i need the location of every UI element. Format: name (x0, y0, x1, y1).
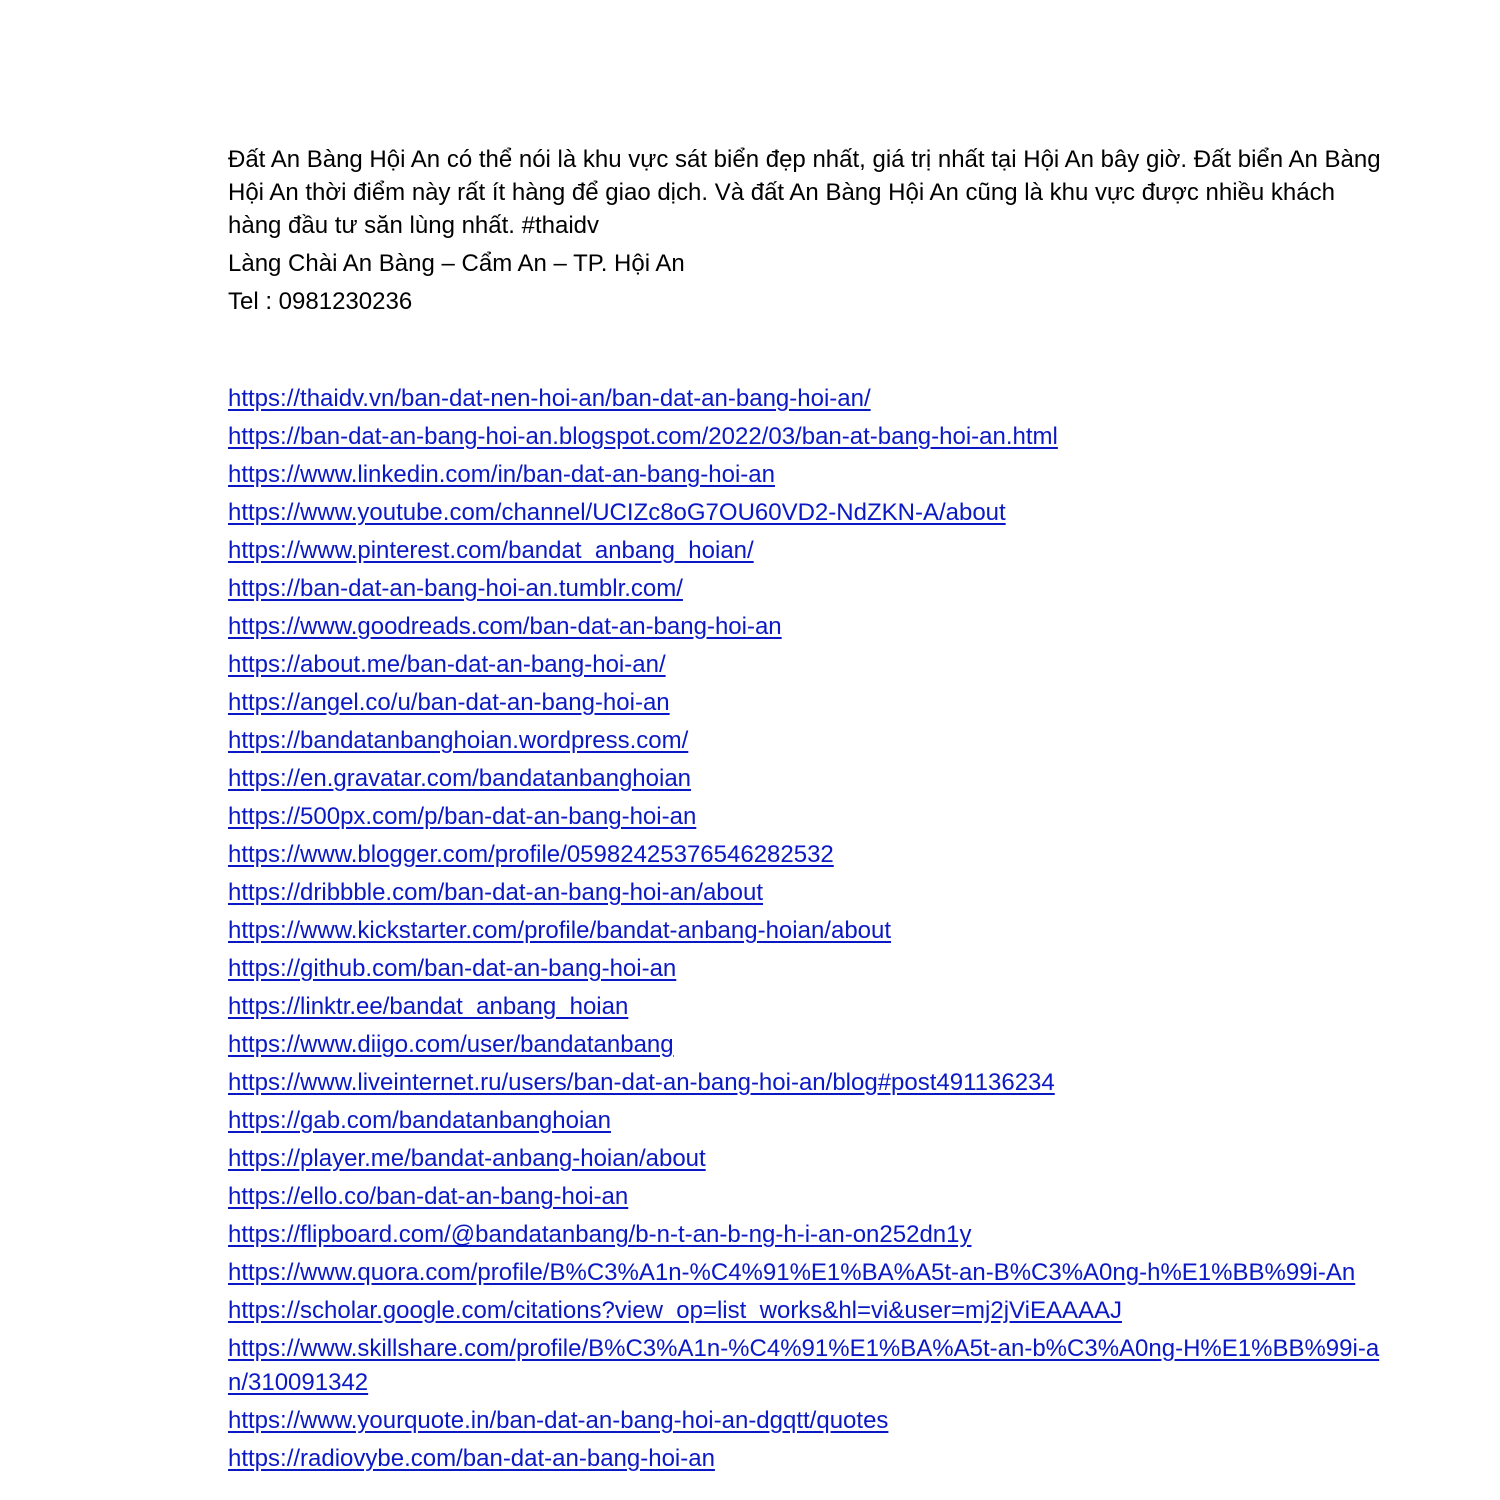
link-goodreads[interactable]: https://www.goodreads.com/ban-dat-an-bang-hoi-an (228, 613, 782, 640)
link-youtube[interactable]: https://www.youtube.com/channel/UCIZc8oG7OU60VD2-NdZKN-A/about (228, 499, 1006, 526)
link-google-scholar[interactable]: https://scholar.google.com/citations?view_op=list_works&hl=vi&user=mj2jViEAAAAJ (228, 1297, 1122, 1324)
link-thaidv[interactable]: https://thaidv.vn/ban-dat-nen-hoi-an/ban-dat-an-bang-hoi-an/ (228, 385, 871, 412)
link-linktree[interactable]: https://linktr.ee/bandat_anbang_hoian (228, 993, 629, 1020)
document-header-block (228, 143, 1388, 323)
link-liveinternet[interactable]: https://www.liveinternet.ru/users/ban-dat-an-bang-hoi-an/blog#post491136234 (228, 1069, 1055, 1096)
link-playerme[interactable]: https://player.me/bandat-anbang-hoian/about (228, 1145, 706, 1172)
link-blogspot[interactable]: https://ban-dat-an-bang-hoi-an.blogspot.com/2022/03/ban-at-bang-hoi-an.html (228, 423, 1058, 450)
link-dribbble[interactable]: https://dribbble.com/ban-dat-an-bang-hoi-an/about (228, 879, 764, 906)
link-linkedin[interactable]: https://www.linkedin.com/in/ban-dat-an-bang-hoi-an (228, 461, 775, 488)
tel-line: Tel : 0981230236 (228, 288, 413, 315)
link-flipboard[interactable]: https://flipboard.com/@bandatanbang/b-n-t-an-b-ng-h-i-an-on252dn1y (228, 1221, 972, 1248)
link-angel[interactable]: https://angel.co/u/ban-dat-an-bang-hoi-an (228, 689, 670, 716)
link-list (228, 382, 1388, 1480)
link-wordpress[interactable]: https://bandatanbanghoian.wordpress.com/ (228, 727, 689, 754)
link-quora[interactable]: https://www.quora.com/profile/B%C3%A1n-%C4%91%E1%BA%A5t-an-B%C3%A0ng-h%E1%BB%99i-An (228, 1259, 1356, 1286)
link-gab[interactable]: https://gab.com/bandatanbanghoian (228, 1107, 611, 1134)
link-gravatar[interactable]: https://en.gravatar.com/bandatanbanghoian (228, 765, 692, 792)
link-blogger[interactable]: https://www.blogger.com/profile/05982425376546282532 (228, 841, 834, 868)
link-skillshare[interactable]: https://www.skillshare.com/profile/B%C3%A1n-%C4%91%E1%BA%A5t-an-b%C3%A0ng-H%E1%BB%99i-an/310091342 (228, 1335, 1380, 1396)
link-diigo[interactable]: https://www.diigo.com/user/bandatanbang (228, 1031, 674, 1058)
link-github[interactable]: https://github.com/ban-dat-an-bang-hoi-an (228, 955, 677, 982)
address-line: Làng Chài An Bàng – Cẩm An – TP. Hội An (228, 250, 685, 277)
link-radiovybe[interactable]: https://radiovybe.com/ban-dat-an-bang-hoi-an (228, 1445, 715, 1472)
link-aboutme[interactable]: https://about.me/ban-dat-an-bang-hoi-an/ (228, 651, 666, 678)
link-ello[interactable]: https://ello.co/ban-dat-an-bang-hoi-an (228, 1183, 629, 1210)
link-tumblr[interactable]: https://ban-dat-an-bang-hoi-an.tumblr.com/ (228, 575, 683, 602)
link-kickstarter[interactable]: https://www.kickstarter.com/profile/bandat-anbang-hoian/about (228, 917, 892, 944)
link-pinterest[interactable]: https://www.pinterest.com/bandat_anbang_hoian/ (228, 537, 754, 564)
link-yourquote[interactable]: https://www.yourquote.in/ban-dat-an-bang-hoi-an-dgqtt/quotes (228, 1407, 889, 1434)
link-500px[interactable]: https://500px.com/p/ban-dat-an-bang-hoi-an (228, 803, 697, 830)
intro-paragraph: Đất An Bàng Hội An có thể nói là khu vực sát biển đẹp nhất, giá trị nhất tại Hội An bây giờ. Đất biển An Bàng Hội An thời điểm này rất ít hàng để giao dịch. Và đất An Bàng Hội An cũng là khu vực được nhiều khách hàng đầu tư săn lùng nhất. #thaidv (228, 146, 1381, 239)
